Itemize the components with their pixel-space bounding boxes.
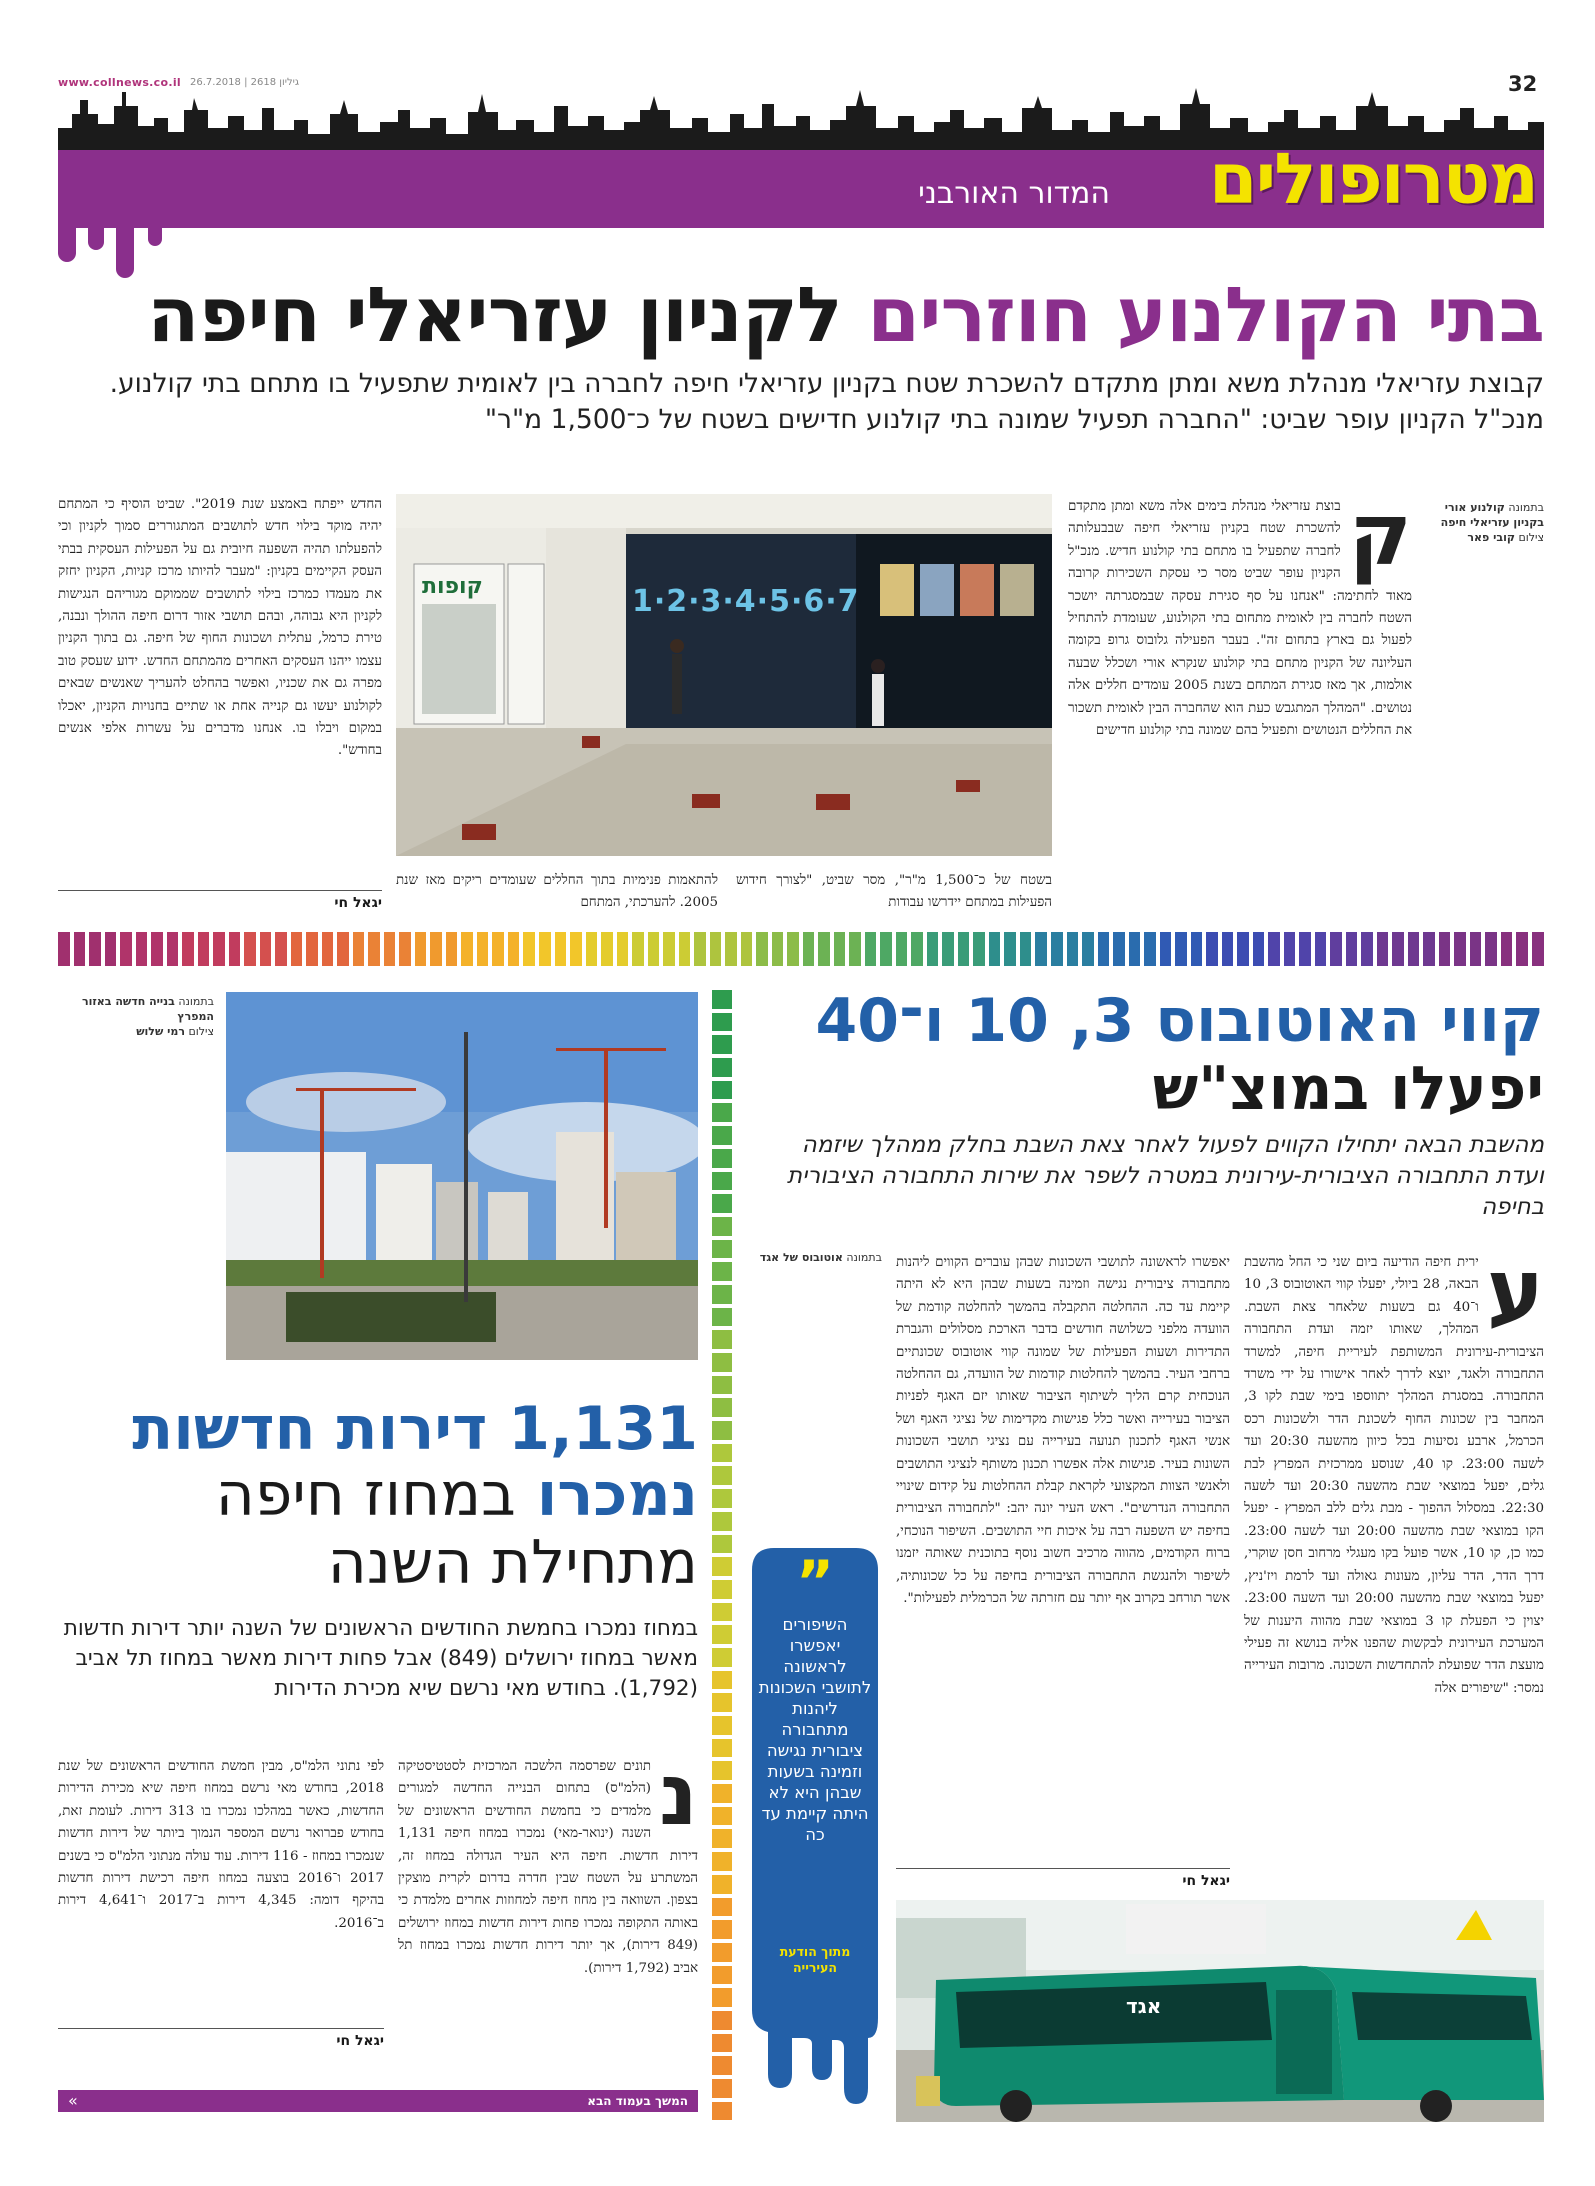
rainbow-segment [167, 932, 179, 966]
article2-bus-caption [752, 1250, 882, 1265]
rainbow-segment [942, 932, 954, 966]
rainbow-segment [803, 932, 815, 966]
cinema-photo-drawing [396, 494, 1052, 856]
bus-caption-label: בתמונה [846, 1251, 882, 1264]
rainbow-segment [1191, 932, 1203, 966]
rainbow-segment [880, 932, 892, 966]
section-logo: מטרופולים [1208, 138, 1537, 220]
cinema-photo [396, 494, 1052, 856]
rainbow-segment [213, 932, 225, 966]
rainbow-segment [1501, 932, 1513, 966]
rainbow-segment [1532, 932, 1544, 966]
rainbow-segment [105, 932, 117, 966]
rainbow-segment [1470, 932, 1482, 966]
article1-subheadline: קבוצת עזריאלי מנהלת משא ומתן מתקדם להשכרת שטח בקניון עזריאלי חיפה לחברה בין לאומית שתפעיל בו מתחם בתי קולנוע. מנכ"ל הקניון עופר שביט: "החברה תפעיל שמונה בתי קולנוע חדישים בשטח של כ־1,500 מ"ר" [109, 368, 1544, 435]
rainbow-segment [368, 932, 380, 966]
a3-credit-name: רמי שלוש [136, 1025, 185, 1038]
rainbow-segment [275, 932, 287, 966]
vertical-rainbow-segment [712, 1829, 732, 1848]
vertical-rainbow-segment [712, 1784, 732, 1803]
article2-subheadline: מהשבת הבאה יתחילו הקווים לפעול לאחר צאת השבת בחלק ממהלך שיזמה ועדת התחבורה הציבורית-עירונית במטרה לשפר את שירות התחבורה הציבורית בחיפה [787, 1132, 1544, 1220]
article3-subheadline: במחוז נמכרו בחמשת החודשים הראשונים של השנה יותר דירות חדשות מאשר במחוז ירושלים (849) אבל פחות דירות מאשר במחוז תל אביב (1,792). בחודש מאי נרשם שיא מכירת הדירות [63, 1616, 698, 1701]
article3-headline-line1: 1,131 דירות חדשות [132, 1394, 698, 1464]
vertical-rainbow-segment [712, 1761, 732, 1780]
vertical-rainbow-segment [712, 1126, 732, 1145]
rainbow-segment [1020, 932, 1032, 966]
credit-label: צילום [1518, 531, 1544, 544]
rainbow-segment [1284, 932, 1296, 966]
article3-photo-caption [58, 994, 214, 1039]
rainbow-segment [1082, 932, 1094, 966]
rainbow-segment [306, 932, 318, 966]
vertical-rainbow-segment [712, 1103, 732, 1122]
rainbow-segment [865, 932, 877, 966]
rainbow-segment [1516, 932, 1528, 966]
rainbow-segment [430, 932, 442, 966]
rainbow-segment [1206, 932, 1218, 966]
vertical-rainbow-segment [712, 1376, 732, 1395]
rainbow-segment [58, 932, 70, 966]
article2-col-right-text: ירית חיפה הודיעה ביום שני כי החל מהשבת הבאה, 28 ביולי, יפעלו קווי האוטובוס 3, 10 ו־40 גם בשעות שלאחר צאת השבת. המהלך, שאותו יזמה ועדת התחבורה הציבורית-עירונית המשותפת לעיריית חיפה, למשרד התחבורה ולאגד, יוצא לדרך לאחר אישורו על ידי משרד התחבורה. במסגרת המהלך יתווספו בימי שבת לקו 3, המחבר בין שכונות החוף לשכונת הדר ולשכונות רכס הכרמל, ארבע נסיעות בכל כיוון מהשעה 20:30 ועד לשעה 23:00. קו 40, שנוסע ממרכזית המפרץ לבת גלים, יפעל במוצאי שבת מהשעה 20:30 ועד לשעה 22:30. במסלול ההפוך - מבת גלים ללב המפרץ - יפעל הקו במוצאי שבת מהשעה 20:00 ועד לשעה 23:00. כמו כן, קו 10, אשר פועל בקו מעגלי מרחוב חסן שוקרי, דרך הדר, הדר עליון, מעונות גאולה ועד לרמת ויז'ניץ, יפעל במוצאי שבת מהשעה 20:00 ועד השעה 23:00. יצוין כי הפעלת קו 3 במוצאי שבת מהווה היענות של המערכת העירונית לבקשות שהפנו אליה בנושא זה פעילי מועצת הדר שפועלת להתחדשות השכונה. מרובות העירייה נמסר: "שיפורים אלה [1244, 1255, 1544, 1696]
vertical-rainbow-segment [712, 1716, 732, 1735]
vertical-rainbow-segment [712, 1466, 732, 1485]
rainbow-segment [384, 932, 396, 966]
rainbow-segment [911, 932, 923, 966]
rainbow-segment [663, 932, 675, 966]
rainbow-segment [229, 932, 241, 966]
vertical-rainbow-segment [712, 1920, 732, 1939]
vertical-rainbow-segment [712, 1398, 732, 1417]
rainbow-segment [1067, 932, 1079, 966]
page-number: 32 [1508, 72, 1538, 96]
vertical-rainbow-segment [712, 2102, 732, 2121]
article2-column-right [1244, 1252, 1544, 1894]
rainbow-segment [508, 932, 520, 966]
cinema-hall-numbers: 1·2·3·4·5·6·7 [632, 584, 860, 619]
rainbow-segment [1423, 932, 1435, 966]
issue-info: גיליון 2618 | 26.7.2018 [190, 77, 299, 88]
rainbow-segment [617, 932, 629, 966]
article1-dropcap: ק [1348, 496, 1412, 585]
rainbow-segment [648, 932, 660, 966]
rainbow-segment [741, 932, 753, 966]
article3-headline-line3: מתחילת השנה [327, 1528, 698, 1598]
rainbow-segment [1377, 932, 1389, 966]
vertical-rainbow-segment [712, 1217, 732, 1236]
vertical-rainbow-segment [712, 1535, 732, 1554]
article2-headline-line2: יפעלו במוצ"ש [1152, 1054, 1544, 1124]
vertical-rainbow-segment [712, 1852, 732, 1871]
continue-label: המשך בעמוד הבא [587, 2094, 688, 2108]
vertical-rainbow-segment [712, 1943, 732, 1962]
rainbow-segment [1004, 932, 1016, 966]
rainbow-segment [849, 932, 861, 966]
rainbow-segment [1129, 932, 1141, 966]
rainbow-segment [337, 932, 349, 966]
rainbow-divider [58, 932, 1544, 966]
rainbow-segment [834, 932, 846, 966]
rainbow-segment [586, 932, 598, 966]
rainbow-segment [198, 932, 210, 966]
vertical-rainbow-segment [712, 1557, 732, 1576]
article2-column-left: יאפשרו לראשונה לתושבי השכונות שבהן עוברים הקווים ליהנות מתחבורה ציבורית נגישה וזמינה בשעות שבהן היא לא היתה קיימת עד כה. ההחלטה התקבלה בהמשך להחלטה קודמת של הוועדה מלפני כשלושה חודשים בדבר הארכת מסלולים והגברת התדירות ושעות הפעילות של שמונה קווי אוטובוס שכונתיים ברחבי העיר. בהמשך להחלטות קודמות של הוועדה, גם ההחלטה הנוכחית קרם הליך לשיתוף הציבור שאותו יזם האגף לפניות הציבור בעירייה ואשר כלל פגישות מקדימות של נציגי האגף ושל אנשי האגף לתכנון תנועה בעירייה עם נציגי תושבי השכונות השונות בעיר. פגישות אלה אפשרו תכנון משותף לנציגי התושבים ולאנשי הצוות המקצועי לקראת קבלת ההחלטות על קידום שינויי התחבורה הנדרשים". ראש העיר יונה יהב: "לתחבורה הציבורית בחיפה יש השפעה רבה על איכות חיי התושבים. השיפור הנוכחי, ברוח הקודמים, מהווה מרכיב חשוב נוסף בתוכנית שאותה יזמנו לשיפור ולהנגשת התחבורה הציבורית בחיפה על כל שכונותיה, אשר תורחב בקרוב אף יותר עם חזרתה של הכרמלית לפעילות". [896, 1255, 1230, 1607]
cinema-sign-tickets: קופות [422, 574, 483, 599]
article1-column-mid-right: בשטח של כ־1,500 מ"ר", מסר שביט, "לצורך חידוש הפעילות במתחם יידרשו עבודות [736, 873, 1052, 911]
article1-column-left: החדש ייפתח באמצע שנת 2019". שביט הוסיף כי המתחם יהיה מוקד בילוי חדש לתושבים המתגוררים סמוך לקניון וכי להפעלתו תהיה השפעה חיובית גם על הפעילות העסקית בבתי העסק הקיימים בקניון: "מעבר להיותו מרכז קניות, הקניון יחזק את מעמדו כמרכז בילוי לתושבים שממוקם מגוריהם הנגישות לקניון היא גבוהה, ובהם תושבי אזור דרום חיפה ההולך ונבנה, טירת כרמל, עתלית ושכונות החוף של חיפה. גם בתוך הקניון עצמו ייהנו העסקים האחרים מהמתחם החדש. ידוע שעסק טוב מפרה גם את שכניו, ואפשר בהחלט להעריך שאנשים שבאים לקולנוע יעשו גם קנייה אחת או שתיים בחנויות הקניון, יאכלו במקום ויבלו בו. אנחנו מדברים על עשרות אלפי אנשים בחודש". [58, 497, 382, 759]
rainbow-segment [927, 932, 939, 966]
rainbow-segment [415, 932, 427, 966]
rainbow-segment [461, 932, 473, 966]
rainbow-segment [772, 932, 784, 966]
article1-byline: יגאל חי [58, 890, 382, 911]
rainbow-segment [477, 932, 489, 966]
rainbow-segment [1222, 932, 1234, 966]
rainbow-segment [151, 932, 163, 966]
rainbow-segment [1315, 932, 1327, 966]
rainbow-segment [958, 932, 970, 966]
rainbow-segment [632, 932, 644, 966]
rainbow-segment [182, 932, 194, 966]
construction-photo-drawing [226, 992, 698, 1360]
vertical-rainbow-segment [712, 1898, 732, 1917]
vertical-rainbow-segment [712, 1353, 732, 1372]
rainbow-segment [1346, 932, 1358, 966]
vertical-rainbow-segment [712, 1149, 732, 1168]
rainbow-segment [1454, 932, 1466, 966]
vertical-rainbow-segment [712, 1330, 732, 1349]
caption-label: בתמונה [1508, 501, 1544, 514]
article1-photo-caption [1424, 500, 1544, 545]
rainbow-segment [120, 932, 132, 966]
vertical-rainbow-segment [712, 1013, 732, 1032]
article3-headline-highlight: נמכרו [536, 1460, 698, 1530]
pullquote-text: השיפורים יאפשרו לראשונה לתושבי השכונות ליהנות מתחבורה ציבורית נגישה וזמינה בשעות שבהן היא לא היתה קיימת עד כה [758, 1615, 872, 1844]
vertical-rainbow-segment [712, 1240, 732, 1259]
vertical-rainbow-segment [712, 1625, 732, 1644]
rainbow-segment [322, 932, 334, 966]
bus-caption-text: אוטובוס של אגד [759, 1251, 843, 1264]
banner-drip-1 [58, 226, 76, 262]
article1-headline [58, 270, 1544, 360]
vertical-rainbow-segment [712, 2079, 732, 2098]
rainbow-segment [570, 932, 582, 966]
rainbow-segment [1408, 932, 1420, 966]
vertical-rainbow-segment [712, 1580, 732, 1599]
vertical-rainbow-segment [712, 1671, 732, 1690]
bus-photo [896, 1900, 1544, 2122]
vertical-rainbow-segment [712, 1988, 732, 2007]
bus-photo-drawing [896, 1900, 1544, 2122]
rainbow-segment [973, 932, 985, 966]
vertical-rainbow-segment [712, 1421, 732, 1440]
article3-byline: יגאל חי [58, 2028, 384, 2049]
article3-col-right-text: תונים שפרסמה הלשכה המרכזית לסטטיסטיקה (הלמ"ס) בתחום הבנייה החדשה למגורים מלמדים כי בחמשת החודשים הראשונים של השנה (ינואר-מאי) נמכרו במחוז חיפה 1,131 דירות חדשות. חיפה היא העיר הגדולה במחוז זה, המשתרע על השטח שבין חדרה בדרום לקרית מוצקין בצפון. השוואה בין מחוז חיפה למחוזות אחרים מלמדת כי באותה התקופה נמכרו פחות דירות חדשות במחוז ירושלים (849 דירות), אך יותר דירות חדשות נמכרו במחוז תל אביב (1,792 דירות). [398, 1759, 698, 1976]
vertical-rainbow-segment [712, 1648, 732, 1667]
article3-column-left: לפי נתוני הלמ"ס, מבין חמשת החודשים הראשונים של שנת 2018, בחודש מאי נרשם במחוז חיפה שיא מכירת הדירות החדשות, כאשר במהלכו נמכרו בו 313 דירות. לעומת זאת, בחודש פברואר נרשם המספר הנמוך ביותר של דירות חדשות שנמכרו במחוז - 116 דירות. עוד עולה מנתוני הלמ"ס כי בשנים 2017 ו־2016 בוצעה במחוז חיפה רכישת דירות חדשות בהיקף דומה: 4,345 דירות ב־2017 ו־4,641 דירות ב־2016. [58, 1759, 384, 1931]
vertical-rainbow-divider [712, 990, 732, 2120]
continue-next-page-bar[interactable] [58, 2090, 698, 2112]
vertical-rainbow-segment [712, 1172, 732, 1191]
article1-column-mid-left: להתאמות פנימיות בתוך החללים שעומדים ריקים מאז שנת 2005. להערכתי, המתחם [396, 873, 718, 911]
article3-headline-line2 [58, 1460, 698, 1530]
rainbow-segment [539, 932, 551, 966]
rainbow-segment [136, 932, 148, 966]
rainbow-segment [89, 932, 101, 966]
vertical-rainbow-segment [712, 1308, 732, 1327]
vertical-rainbow-segment [712, 1285, 732, 1304]
chevron-left-icon: « [68, 2091, 78, 2110]
vertical-rainbow-segment [712, 2011, 732, 2030]
rainbow-segment [1237, 932, 1249, 966]
vertical-rainbow-segment [712, 1512, 732, 1531]
article3-dropcap: נ [659, 1756, 698, 1845]
vertical-rainbow-segment [712, 1081, 732, 1100]
vertical-rainbow-segment [712, 1966, 732, 1985]
rainbow-segment [1113, 932, 1125, 966]
rainbow-segment [710, 932, 722, 966]
article1-col-right-text: בוצת עזריאלי מנהלת בימים אלה משא ומתן מתקדם להשכרת שטח בקניון עזריאלי חיפה שבבעלותה לחברה שתפעיל בו מתחם בתי קולנוע חדיש. מנכ"ל הקניון עופר שביט מסר כי עסקת השכירות קרובה מאוד לחתימה: "אנחנו על סף סגירת עסקה שבמסגרתה יושכר השטח לחברה בין לאומית מתחום בתי הקולנוע, שעומדת להתחיל לפעול גם בארץ בתחום זה". בעבר הפעילה גלובוס גרופ בקומה העליונה של הקניון מתחם בתי קולנוע שנקרא אורי ושכלל שבעה אולמות, אך מאז סגירת המתחם בשנת 2005 עומדים חללים אלה נטושים. "המהלך המתגבש כעת הוא שהחברה הבין לאומית תשכור את החללים הנטושים ותפעיל בהם שמונה בתי קולנוע חדישים [1068, 499, 1412, 739]
rainbow-segment [1098, 932, 1110, 966]
rainbow-segment [291, 932, 303, 966]
banner-drip-4 [148, 226, 162, 246]
rainbow-segment [1299, 932, 1311, 966]
vertical-rainbow-segment [712, 2056, 732, 2075]
rainbow-segment [787, 932, 799, 966]
a3-caption-label: בתמונה [178, 995, 214, 1008]
a3-credit-label: צילום [188, 1025, 214, 1038]
rainbow-segment [756, 932, 768, 966]
article1-headline-highlight: בתי הקולנוע חוזרים [867, 270, 1544, 359]
rainbow-segment [74, 932, 86, 966]
rainbow-segment [818, 932, 830, 966]
rainbow-segment [1035, 932, 1047, 966]
vertical-rainbow-segment [712, 1603, 732, 1622]
banner-drip-2 [88, 226, 104, 250]
rainbow-segment [1253, 932, 1265, 966]
rainbow-segment [1392, 932, 1404, 966]
article1-headline-rest: לקניון עזריאלי חיפה [147, 270, 842, 359]
pullquote-source: מתוך הודעת העירייה [779, 1944, 851, 1975]
rainbow-segment [1485, 932, 1497, 966]
rainbow-segment [1160, 932, 1172, 966]
rainbow-segment [989, 932, 1001, 966]
rainbow-segment [399, 932, 411, 966]
vertical-rainbow-segment [712, 2034, 732, 2053]
rainbow-segment [1144, 932, 1156, 966]
rainbow-segment [1268, 932, 1280, 966]
vertical-rainbow-segment [712, 1489, 732, 1508]
a3-caption-text: בנייה חדשה באזור המפרץ [82, 995, 214, 1023]
article2-byline: יגאל חי [896, 1868, 1230, 1889]
article1-column-right [1068, 496, 1412, 916]
vertical-rainbow-segment [712, 990, 732, 1009]
vertical-rainbow-segment [712, 1807, 732, 1826]
rainbow-segment [1330, 932, 1342, 966]
rainbow-segment [244, 932, 256, 966]
article2-dropcap: ע [1486, 1252, 1544, 1341]
rainbow-segment [555, 932, 567, 966]
vertical-rainbow-segment [712, 1693, 732, 1712]
quote-mark-icon: ” [795, 1548, 835, 1616]
rainbow-segment [601, 932, 613, 966]
vertical-rainbow-segment [712, 1058, 732, 1077]
rainbow-segment [1175, 932, 1187, 966]
section-subtitle: המדור האורבני [918, 176, 1110, 211]
rainbow-segment [492, 932, 504, 966]
rainbow-segment [679, 932, 691, 966]
rainbow-segment [1361, 932, 1373, 966]
bus-logo-text: אגד [1126, 1994, 1162, 2018]
rainbow-segment [896, 932, 908, 966]
rainbow-segment [446, 932, 458, 966]
vertical-rainbow-segment [712, 1194, 732, 1213]
rainbow-segment [1051, 932, 1063, 966]
article3-column-right [398, 1756, 698, 2054]
vertical-rainbow-segment [712, 1035, 732, 1054]
vertical-rainbow-segment [712, 1262, 732, 1281]
vertical-rainbow-segment [712, 1739, 732, 1758]
site-url-part2: news.co.il [115, 76, 181, 89]
article2-headline-line1: קווי האוטובוס 3, 10 ו־40 [815, 986, 1544, 1056]
rainbow-segment [725, 932, 737, 966]
vertical-rainbow-segment [712, 1444, 732, 1463]
rainbow-segment [694, 932, 706, 966]
rainbow-segment [1439, 932, 1451, 966]
credit-name: קובי פאר [1467, 531, 1515, 544]
site-url-part1: www.coll [58, 76, 116, 89]
rainbow-segment [260, 932, 272, 966]
caption-text: קולנוע אורי בקניון עזריאלי חיפה [1440, 501, 1544, 529]
article3-headline-rest: במחוז חיפה [215, 1460, 516, 1530]
construction-photo [226, 992, 698, 1360]
vertical-rainbow-segment [712, 1875, 732, 1894]
rainbow-segment [353, 932, 365, 966]
rainbow-segment [523, 932, 535, 966]
